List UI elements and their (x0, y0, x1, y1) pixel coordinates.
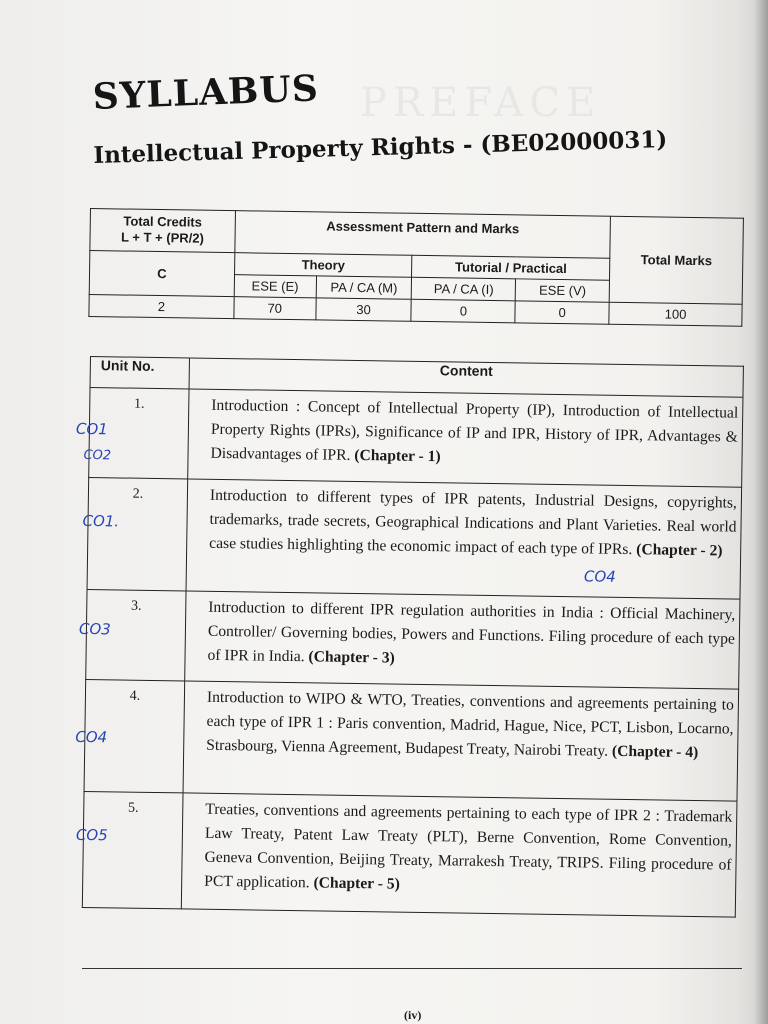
ese-e-value: 70 (234, 297, 316, 320)
pa-ca-m-header: PA / CA (M) (316, 276, 412, 299)
chapter-ref: (Chapter - 3) (308, 648, 395, 667)
content-table-block (75, 356, 744, 918)
book-spine-shadow (754, 0, 768, 1024)
course-title: Intellectual Property Rights - (BE02000031) (93, 125, 668, 169)
handwritten-note: CO4 (583, 567, 616, 586)
unit-number: 2. (132, 486, 144, 502)
page-number: (iv) (404, 1008, 422, 1022)
table-row (84, 679, 739, 801)
handwritten-note: CO1 (75, 419, 108, 439)
ese-e-header: ESE (E) (234, 275, 316, 298)
content-header: Content (189, 358, 743, 397)
unit-content (183, 681, 739, 801)
table-row (82, 791, 737, 917)
assessment-table-block (88, 208, 744, 327)
unit-no-header: Unit No. (90, 357, 189, 389)
ese-v-value: 0 (515, 301, 609, 324)
pa-ca-i-header: PA / CA (I) (412, 277, 516, 301)
pa-ca-i-value: 0 (411, 299, 515, 323)
unit-content (181, 793, 737, 917)
handwritten-note: CO1. (82, 511, 120, 531)
handwritten-note: CO3 (78, 619, 111, 639)
table-row (89, 388, 743, 488)
table-row (86, 589, 740, 689)
unit-text: Treaties, conventions and agreements pertaining to each type of IPR 2 : Trademark Law Treaty, Patent Law Treaty (PLT), Berne Convention, Rome Convention, Geneva Convention, Beijing Treaty, Marrakesh Treaty, TRIPS. Filing procedure of PCT application. (204, 800, 733, 892)
tutorial-practical-header: Tutorial / Practical (412, 255, 610, 280)
unit-text: Introduction : Concept of Intellectual Property (IP), Introduction of Intellectual Property Rights (IPRs), Significance of IP and IPR, History of IPR, Advantages & Disadvantages of IPR. (210, 396, 739, 464)
footer-rule (82, 968, 742, 969)
content-table (75, 356, 744, 918)
handwritten-note: CO2 (83, 447, 112, 464)
chapter-ref: (Chapter - 4) (611, 742, 699, 762)
unit-content (185, 591, 740, 689)
unit-number: 1. (133, 396, 145, 412)
ese-v-header: ESE (V) (515, 279, 609, 302)
handwritten-note: CO4 (75, 727, 108, 747)
total-marks-value: 100 (609, 302, 742, 326)
unit-number: 4. (129, 688, 141, 704)
unit-text: Introduction to different types of IPR patents, Industrial Designs, copyrights, trademarks, trade secrets, Geographical Indications and Plant Varieties. Real world case studies highlighting the economic impact of each type of IPRs. (209, 486, 738, 559)
unit-content (186, 479, 742, 599)
credits-formula: L + T + (PR/2) (120, 229, 204, 246)
table-row (87, 477, 742, 599)
handwritten-note: CO5 (75, 825, 108, 845)
c-label: C (89, 251, 234, 297)
total-credits-label: Total Credits (123, 213, 203, 230)
unit-text: Introduction to WIPO & WTO, Treaties, conventions and agreements pertaining to each type of IPR 1 : Paris convention, Madrid, Hague, Nice, PCT, Lisbon, Locarno, Strasbourg, Vienna Agreement, Budapest Treaty, Nairobi Treaty. (206, 688, 735, 760)
chapter-ref: (Chapter - 1) (354, 446, 441, 466)
pa-ca-m-value: 30 (316, 298, 412, 321)
theory-header: Theory (234, 253, 412, 278)
unit-text: Introduction to different IPR regulation authorities in India : Official Machinery, Controller/ Governing bodies, Powers and Functions. Filing procedure of each type of IPR in India. (207, 598, 736, 666)
unit-content (188, 389, 743, 487)
chapter-ref: (Chapter - 2) (636, 541, 723, 560)
credits-value: 2 (89, 294, 234, 318)
chapter-ref: (Chapter - 5) (313, 874, 400, 893)
bleed-through-text: PREFACE (360, 80, 602, 126)
unit-number: 3. (130, 598, 142, 614)
unit-number: 5. (127, 800, 139, 816)
assessment-table (88, 208, 744, 327)
total-credits-header (90, 209, 235, 253)
page-heading: SYLLABUS (92, 67, 320, 118)
assessment-header: Assessment Pattern and Marks (235, 211, 611, 259)
total-marks-header: Total Marks (609, 216, 743, 304)
